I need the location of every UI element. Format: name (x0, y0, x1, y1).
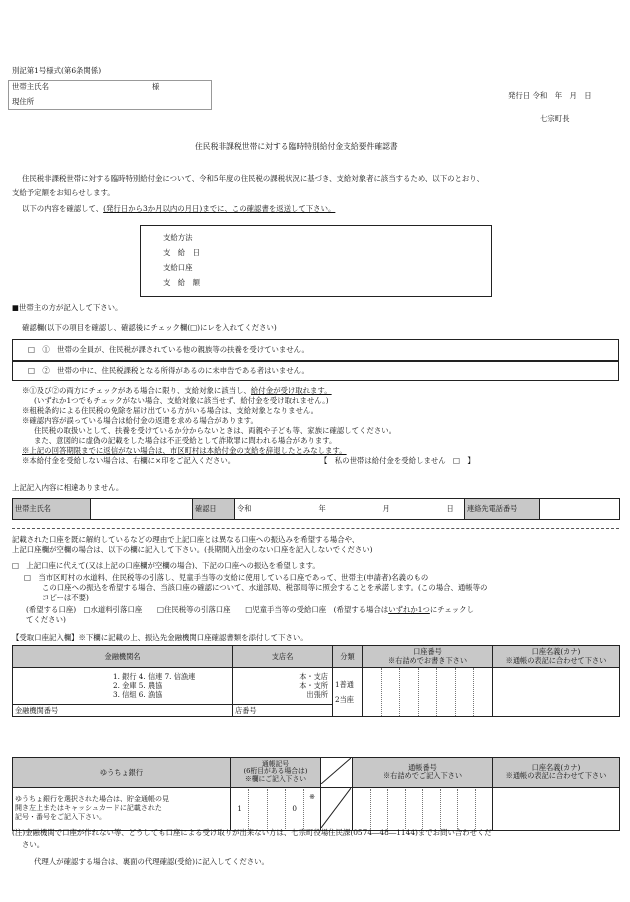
yucho-number-field[interactable] (353, 787, 493, 831)
account-change-opt2-l5: てください) (26, 615, 66, 624)
yucho-number-header: 通帳番号 ※右詰めでご記入下さい (353, 758, 493, 788)
bank-col-number: 口座番号 ※右詰めでお書き下さい (363, 646, 493, 668)
sign-year-field[interactable] (329, 499, 381, 520)
yucho-holder-header: 口座名義(カナ) ※通帳の表記に合わせて下さい (493, 758, 620, 788)
account-number-field[interactable] (363, 668, 493, 717)
yucho-title: ゆうちょ銀行 (13, 758, 231, 788)
sign-table (12, 498, 620, 520)
bank-col-name: 金融機関名 (13, 646, 233, 668)
yucho-mark: ※ (309, 791, 316, 801)
agree-text: 上記記入内容に相違ありません。 (12, 483, 124, 492)
intro-line1: 住民税非課税世帯に対する臨時特別給付金について、令和5年度の住民税の課税状況に基づき、支給対象者に該当するため、以下のとおり、 (22, 174, 485, 183)
yucho-description: ゆうちょ銀行を選択された場合は、貯金通帳の見 開き左上またはキャッシュカードに記載された 記号・番号をご記入下さい。 (13, 787, 231, 831)
footer-note2: 代理人が確認する場合は、裏面の代理確認(受給)に記入してください。 (34, 857, 269, 866)
note-1: ※①及び②の両方にチェックがある場合に限り、支給対象に該当し、給付金が受け取れます。 (22, 386, 332, 395)
bank-type-options[interactable]: 1. 銀行 4. 信連 7. 信漁連 2. 金庫 5. 農協 3. 信組 6. 漁協 (13, 668, 233, 705)
note-5: 住民税の取扱いとして、扶養を受けているか分からないときは、両親や子ども等、家族に確認してください。 (34, 426, 396, 435)
note-3: ※租税条約による住民税の免除を届け出ている方がいる場合は、支給対象となりません。 (22, 406, 319, 415)
check-item-2[interactable]: □ ② 世帯の中に、住民税課税となる所得があるのに未申告である者はいません。 (28, 366, 309, 375)
sign-date-label: 確認日 (193, 499, 235, 520)
intro-line3: 以下の内容を確認して、(発行日から3か月以内の月日)までに、この確認書を返送して下さい。 (22, 204, 336, 213)
account-change-opt1[interactable]: □ 上記口座に代えて(又は上記の口座欄が空欄の場合)、下記の口座への振込を希望します。 (12, 561, 320, 570)
sign-month: 月 (381, 499, 393, 520)
account-change-opt2-l2: この口座への振込を希望する場合、当該口座の確認について、水道部局、税部局等に照会することを承諾します。(この場合、通帳等の (42, 583, 488, 592)
account-holder-field[interactable] (493, 668, 620, 717)
account-change-line2: 上記口座欄が空欄の場合は、以下の欄に記入して下さい。(長期間入出金のない口座を記入しないでください) (12, 545, 373, 554)
yucho-symbol-header: 通帳記号 (6桁目がある場合は) ※欄にご記入下さい (231, 758, 321, 788)
yucho-divider-cell-2 (321, 787, 353, 831)
sign-year: 年 (317, 499, 329, 520)
page-title: 住民税非課税世帯に対する臨時特別給付金支給要件確認書 (195, 142, 398, 151)
note-8: ※本給付金を受給しない場合は、右欄に×印をご記入ください。 (22, 456, 236, 465)
account-type-options[interactable]: 1普通 2当座 (333, 668, 363, 717)
bank-heading: 【受取口座記入欄】※下欄に記載の上、振込先金融機関口座確認書類を添付して下さい。 (12, 633, 308, 642)
yucho-digit-first: 1 (231, 789, 249, 829)
check-item-1[interactable]: □ ① 世帯の全員が、住民税が課されている他の親族等の扶養を受けていません。 (28, 345, 309, 354)
bank-table (12, 645, 620, 717)
sign-day: 日 (445, 499, 465, 520)
issue-date: 発行日 令和 年 月 日 (508, 91, 592, 100)
bank-col-type: 分類 (333, 646, 363, 668)
bank-code-cell[interactable] (13, 704, 233, 716)
diagonal-line (321, 758, 351, 784)
householder-label: 世帯主氏名 (12, 82, 49, 91)
footer-note1: (注)金融機関で口座が作れない等、どうしても口座による受け取りが出来ない方は、七宗町役場住民課(0574―48―1144)までお問い合わせくだ (12, 828, 492, 837)
sign-phone-field[interactable] (540, 499, 620, 520)
note-6: また、意図的に虚偽の記載をした場合は不正受給として詐欺罪に問われる場合があります。 (34, 436, 337, 445)
yucho-divider-cell (321, 758, 353, 788)
intro-line2: 支給予定額をお知らせします。 (12, 188, 115, 197)
confirm-intro: 確認欄(以下の項目を確認し、確認後にチェック欄(□)にレを入れてください) (22, 323, 277, 332)
sign-day-field[interactable] (393, 499, 445, 520)
yucho-table (12, 757, 620, 831)
bank-col-holder: 口座名義(カナ) ※通帳の表記に合わせて下さい (493, 646, 620, 668)
account-change-opt2-l4[interactable]: (希望する口座) □水道料引落口座 □住民税等の引落口座 □児童手当等の受給口座 (希望する場合はいずれか1つにチェックし (26, 605, 474, 614)
sign-era: 令和 (235, 499, 317, 520)
payment-date-label: 支 給 日 (163, 248, 200, 257)
section-householder: ■世帯主の方が記入して下さい。 (12, 303, 123, 312)
form-id: 別記第1号様式(第6条関係) (12, 66, 102, 75)
note-7: ※上記の回答期限までに返信がない場合は、市区町村は本給付金の支給を辞退したとみなします。 (22, 446, 347, 455)
issuer: 七宗町長 (540, 114, 570, 123)
diagonal-line-2 (321, 788, 351, 828)
sign-name-field[interactable] (91, 499, 193, 520)
note-4: ※確認内容が誤っている場合は給付金の返還を求める場合があります。 (22, 416, 258, 425)
branch-code-cell[interactable] (233, 704, 333, 716)
sign-phone-label: 連絡先電話番号 (465, 499, 540, 520)
footer-note1b: さい。 (22, 840, 45, 849)
branch-type-options[interactable]: 本・支店 本・支所 出張所 (233, 668, 333, 705)
divider (12, 528, 619, 529)
decline-checkbox[interactable]: 【 私の世帯は給付金を受給しません □ 】 (320, 456, 475, 465)
payment-account-label: 支給口座 (163, 263, 193, 272)
account-change-line1: 記載された口座を既に解約しているなどの理由で上記口座とは異なる口座への振込みを希望する場合や、 (12, 535, 360, 544)
note-2: (いずれか1つでもチェックがない場合、支給対象に該当せず、給付金を受け取れません。) (34, 396, 329, 405)
account-change-opt2-l3: コピーは不要) (42, 593, 89, 602)
address-label: 現住所 (12, 97, 35, 106)
yucho-holder-field[interactable] (493, 787, 620, 831)
bank-code-label: 金融機関番号 (15, 705, 59, 715)
bank-col-branch: 支店名 (233, 646, 333, 668)
payment-method-label: 支給方法 (163, 233, 193, 242)
payment-amount-label: 支 給 額 (163, 278, 200, 287)
sign-name-label: 世帯主氏名 (13, 499, 91, 520)
honorific: 様 (152, 82, 160, 91)
branch-code-label: 店番号 (235, 705, 257, 715)
yucho-symbol-field[interactable] (231, 787, 321, 831)
yucho-digit-last: 0 (286, 789, 304, 829)
account-change-opt2-l1[interactable]: □ 当市区町村の水道料、住民税等の引落し、児童手当等の支給に使用している口座であって、世帯主(申請者)名義のもの (24, 573, 429, 582)
